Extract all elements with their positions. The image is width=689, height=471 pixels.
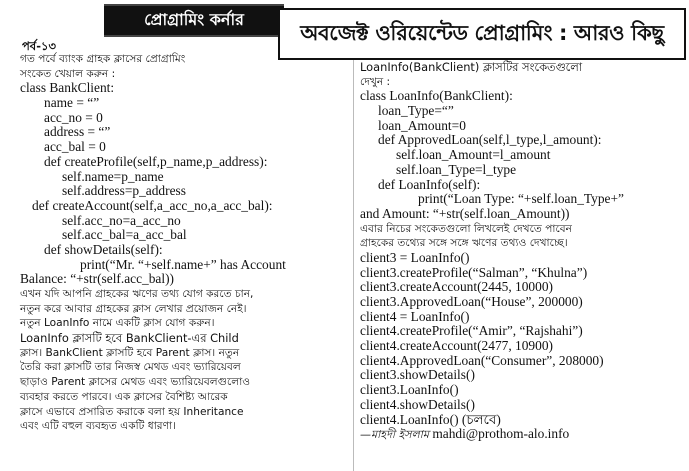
right-line-24: client4.LoanInfo() (চলবে) [360, 411, 501, 427]
byline-email: mahdi@prothom-alo.info [428, 426, 570, 442]
left-line-8: self.name=p_name [62, 168, 164, 184]
left-column-text [20, 52, 346, 434]
right-line-16: client3.ApprovedLoan(“House”, 200000) [360, 294, 583, 309]
right-line-4: loan_Amount=0 [378, 117, 466, 133]
left-line-17: নতুন করে আবার গ্রাহকের ক্লাস লেখার প্রয়োজন নেই। [20, 302, 247, 315]
left-line-19: LoanInfo ক্লাসটি হবে BankClient-এর Child [20, 331, 239, 346]
right-line-11: এবার নিচের সংকেতগুলো লিখলেই দেখতে পাবেন [360, 222, 572, 235]
byline [360, 427, 678, 442]
right-line-23: client4.showDetails() [360, 396, 475, 412]
column-title: প্রোগ্রামিং কর্নার [144, 10, 244, 29]
right-line-12: গ্রাহকের তথ্যের সঙ্গে সঙ্গে ঋণের তথ্যও দেখাচ্ছে। [360, 237, 568, 250]
right-line-22: client3.LoanInfo() [360, 382, 459, 398]
right-line-8: def LoanInfo(self): [378, 176, 481, 192]
right-line-15: client3.createAccount(2445, 10000) [360, 279, 553, 295]
left-line-23: ব্যবহার করতে পারবে। এক ক্লাসের বৈশিষ্ট্য আরেক [20, 390, 228, 403]
right-line-18: client4.createProfile(“Amir”, “Rajshahi”) [360, 323, 583, 339]
left-line-2: class BankClient: [20, 80, 115, 96]
left-line-10: def createAccount(self,a_acc_no,a_acc_bal): [32, 197, 273, 213]
right-column-text [360, 60, 678, 442]
left-line-0: গত পর্বে ব্যাংক গ্রাহক ক্লাসের প্রোগ্রামিং [20, 53, 186, 65]
left-line-9: self.address=p_address [62, 183, 186, 199]
right-line-0: LoanInfo(BankClient) ক্লাসটির সংকেতগুলো [360, 60, 583, 74]
left-line-16: এখন যদি আপনি গ্রাহকের ঋণের তথ্য যোগ করতে চান, [20, 288, 254, 300]
right-line-6: self.loan_Amount=l_amount [396, 147, 551, 163]
right-line-9: print(“Loan Type: “+self.loan_Type+” [418, 191, 624, 207]
left-line-21: তৈরি করা ক্লাসটি তার নিজস্ব মেথড এবং ভ্যারিয়েবল [20, 361, 241, 374]
right-line-17: client4 = LoanInfo() [360, 308, 470, 324]
episode-number: পর্ব-১৩ [22, 39, 56, 53]
left-line-5: address = “” [44, 124, 111, 140]
left-line-7: def createProfile(self,p_name,p_address): [44, 153, 268, 169]
left-line-1: সংকেত খেয়াল করুন : [20, 67, 116, 80]
column-title-banner [104, 4, 284, 37]
left-line-3: name = “” [44, 95, 100, 111]
right-line-2: class LoanInfo(BankClient): [360, 88, 513, 104]
right-line-7: self.loan_Type=l_type [396, 161, 517, 177]
left-line-13: def showDetails(self): [44, 241, 163, 257]
left-line-25: এবং এটি বহুল ব্যবহৃত একটি ধারণা। [20, 420, 176, 433]
left-line-24: ক্লাসে এভাবে প্রসারিত করাকে বলা হয় Inheritance [20, 405, 244, 418]
right-line-10: and Amount: “+str(self.loan_Amount)) [360, 205, 570, 221]
right-line-3: loan_Type=“” [378, 103, 454, 119]
left-line-6: acc_bal = 0 [44, 139, 106, 155]
right-line-13: client3 = LoanInfo() [360, 249, 470, 265]
left-line-11: self.acc_no=a_acc_no [62, 212, 181, 228]
right-line-5: def ApprovedLoan(self,l_type,l_amount): [378, 132, 602, 148]
left-line-20: ক্লাস। BankClient ক্লাসটি হবে Parent ক্লাস। নতুন [20, 346, 240, 359]
left-line-12: self.acc_bal=a_acc_bal [62, 227, 187, 243]
right-line-20: client4.ApprovedLoan(“Consumer”, 208000) [360, 352, 604, 368]
right-line-1: দেখুন : [360, 75, 391, 88]
left-line-15: Balance: “+str(self.acc_bal)) [20, 271, 175, 287]
left-line-22: ছাড়াও Parent ক্লাসের মেথড এবং ভ্যারিয়েবলগুলোও [20, 376, 251, 389]
left-line-18: নতুন LoanInfo নামে একটি ক্লাস যোগ করুন। [20, 317, 215, 330]
left-line-4: acc_no = 0 [44, 109, 103, 125]
article-headline: অবজেক্ট ওরিয়েন্টেড প্রোগ্রামিং : আরও কিছু [300, 20, 664, 45]
column-divider [353, 40, 354, 471]
right-line-21: client3.showDetails() [360, 367, 475, 383]
right-line-19: client4.createAccount(2477, 10900) [360, 338, 553, 354]
left-line-14: print(“Mr. “+self.name+” has Account [80, 256, 286, 272]
byline-author: —মাহদী ইসলাম [360, 428, 429, 442]
right-line-14: client3.createProfile(“Salman”, “Khulna”) [360, 264, 588, 280]
